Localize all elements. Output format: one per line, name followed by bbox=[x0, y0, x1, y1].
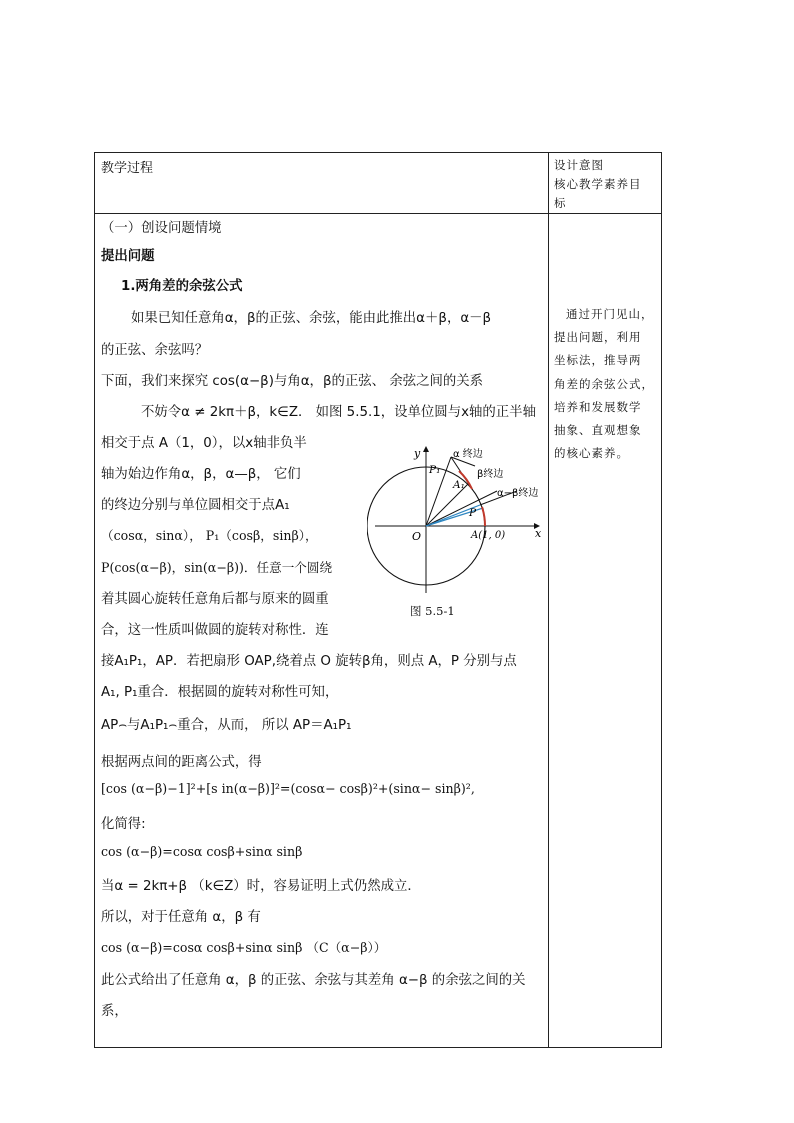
header-design-intent: 设计意图 核心教学素养目 标 bbox=[554, 158, 642, 210]
paragraph-line: 系， bbox=[101, 1004, 128, 1019]
p-label: P bbox=[469, 507, 477, 519]
design-intent-notes: 通过开门见山， 提出问题，利用 坐标法，推导两 角差的余弦公式， 培养和发展数学 抽象、直观想象 的核心素养。 bbox=[554, 307, 654, 461]
paragraph-line: 如果已知任意角α，β的正弦、余弦，能由此推出α＋β，α－β bbox=[131, 311, 492, 326]
paragraph-line: A₁, P₁重合．根据圆的旋转对称性可知， bbox=[101, 685, 339, 700]
unit-circle-figure bbox=[367, 441, 547, 601]
paragraph-line: 不妨令α ≠ 2kπ＋β，k∈Z． 如图 5.5.1，设单位圆与x轴的正半轴 bbox=[141, 405, 536, 420]
paragraph-line: AP⌢与A₁P₁⌢重合，从而， 所以 AP＝A₁P₁ bbox=[101, 718, 352, 733]
figure-caption: 图 5.5-1 bbox=[410, 604, 455, 618]
paragraph-line: 所以，对于任意角 α，β 有 bbox=[101, 910, 261, 925]
beta-terminal-label: β终边 bbox=[477, 469, 504, 480]
paragraph-line: 根据两点间的距离公式，得 bbox=[101, 755, 262, 770]
diff-terminal-label: α−β终边 bbox=[497, 488, 539, 499]
paragraph-line: 轴为始边作角α，β，α—β， 它们 bbox=[101, 467, 301, 482]
a-label: A(1, 0) bbox=[471, 530, 506, 541]
x-label: x bbox=[535, 527, 542, 540]
paragraph-line: （cosα，sinα）， P₁（cosβ，sinβ）， bbox=[101, 528, 318, 543]
equation-distance: [cos (α−β)−1]²+[s in(α−β)]²=(cosα− cosβ)²+(sinα− sinβ)², bbox=[101, 781, 475, 796]
paragraph-line: 的终边分别与单位圆相交于点A₁ bbox=[101, 498, 290, 513]
alpha-terminal-label: α 终边 bbox=[453, 449, 483, 460]
paragraph-line: 接A₁P₁，AP．若把扇形 OAP,绕着点 O 旋转β角，则点 A，P 分别与点 bbox=[101, 654, 517, 669]
equation-simplified: cos (α−β)=cosα cosβ+sinα sinβ bbox=[101, 844, 303, 859]
y-label: y bbox=[414, 447, 421, 460]
paragraph-line: 当α = 2kπ+β （k∈Z）时，容易证明上式仍然成立． bbox=[101, 879, 421, 894]
arc-ap bbox=[482, 507, 485, 526]
section-title: （一）创设问题情境 bbox=[101, 221, 222, 236]
lesson-table bbox=[94, 152, 662, 1048]
column-divider bbox=[548, 153, 549, 1047]
p1-label: P₁ bbox=[429, 464, 441, 476]
equation-cos-difference: cos (α−β)=cosα cosβ+sinα sinβ （C（α−β）） bbox=[101, 940, 387, 955]
paragraph-line: P(cos(α−β)，sin(α−β))．任意一个圆绕 bbox=[101, 560, 333, 575]
formula-heading: 1.两角差的余弦公式 bbox=[121, 279, 243, 294]
paragraph-line: 下面，我们来探究 cos(α−β)与角α，β的正弦、 余弦之间的关系 bbox=[101, 374, 484, 389]
a1-label: A₁ bbox=[453, 479, 465, 491]
paragraph-line: 的正弦、余弦吗？ bbox=[101, 343, 209, 358]
paragraph-line: 相交于点 A（1，0），以x轴非负半 bbox=[101, 436, 307, 451]
paragraph-line: 化简得: bbox=[101, 817, 146, 832]
paragraph-line: 着其圆心旋转任意角后都与原来的圆重 bbox=[101, 592, 329, 607]
subtitle: 提出问题 bbox=[101, 249, 155, 264]
header-teaching-process: 教学过程 bbox=[101, 161, 154, 176]
paragraph-line: 合，这一性质叫做圆的旋转对称性．连 bbox=[101, 623, 329, 638]
origin-label: O bbox=[412, 530, 422, 543]
row-divider bbox=[95, 213, 661, 214]
paragraph-line: 此公式给出了任意角 α，β 的正弦、余弦与其差角 α−β 的余弦之间的关 bbox=[101, 973, 526, 988]
